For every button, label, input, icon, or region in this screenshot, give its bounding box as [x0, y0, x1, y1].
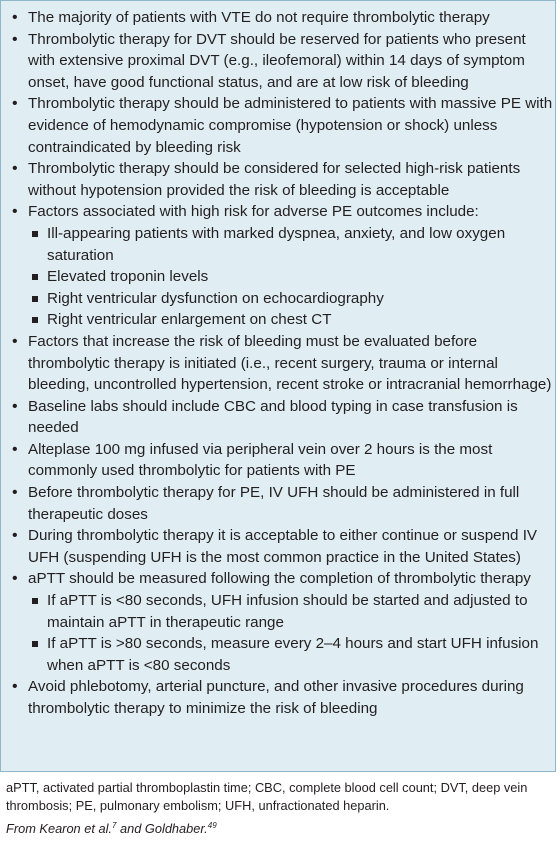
source-prefix: From Kearon et al. [6, 821, 112, 836]
list-item-text: Baseline labs should include CBC and blood typing in case transfusion is needed [28, 397, 518, 437]
list-item [9, 201, 555, 331]
sub-list-item: Ill-appearing patients with marked dyspnea, anxiety, and low oxygen saturation [28, 223, 555, 266]
source-middle: and Goldhaber. [116, 821, 208, 836]
list-item-text: Alteplase 100 mg infused via peripheral vein over 2 hours is the most commonly used thrombolytic for patients with PE [28, 440, 493, 480]
list-item [9, 568, 555, 676]
list-item-text: The majority of patients with VTE do not require thrombolytic therapy [28, 9, 490, 26]
recommendations-list [9, 7, 555, 720]
list-item [9, 93, 555, 158]
sub-list-item: If aPTT is <80 seconds, UFH infusion should be started and adjusted to maintain aPTT in therapeutic range [28, 590, 555, 633]
sub-list-item: If aPTT is >80 seconds, measure every 2–4 hours and start UFH infusion when aPTT is <80 seconds [28, 633, 555, 676]
list-item [9, 482, 555, 525]
list-item [9, 676, 555, 719]
list-item-text: Avoid phlebotomy, arterial puncture, and other invasive procedures during thrombolytic therapy to minimize the risk of bleeding [28, 678, 524, 717]
abbreviations-footnote: aPTT, activated partial thromboplastin time; CBC, complete blood cell count; DVT, deep vein thrombosis; PE, pulmonary embolism; UFH, unfractionated heparin. [6, 780, 528, 813]
list-item [9, 439, 555, 482]
list-item-text: During thrombolytic therapy it is acceptable to either continue or suspend IV UFH (suspending UFH is the most common practice in the United States) [28, 527, 538, 566]
reference-number: 7 [111, 821, 117, 830]
list-item-text: Thrombolytic therapy for DVT should be reserved for patients who present with extensive proximal DVT (e.g., ileofemoral) within 14 days of symptom onset, have good functional status, and are at low risk of bleeding [28, 30, 526, 91]
sub-list-item: Right ventricular enlargement on chest CT [28, 309, 555, 331]
list-item [9, 396, 555, 439]
sub-list-item: Right ventricular dysfunction on echocardiography [28, 288, 555, 310]
list-item-text: Thrombolytic therapy should be administered to patients with massive PE with evidence of hemodynamic compromise (hypotension or shock) unless contraindicated by bleeding risk [28, 95, 553, 156]
sub-list-item: Elevated troponin levels [28, 266, 555, 288]
list-item-text: Factors that increase the risk of bleeding must be evaluated before thrombolytic therapy is initiated (i.e., recent surgery, trauma or internal bleeding, uncontrolled hypertension, recent stroke or intracranial hemorrhage) [28, 332, 552, 394]
list-item [9, 331, 555, 396]
list-item-text: Before thrombolytic therapy for PE, IV UFH should be administered in full therapeutic doses [28, 484, 520, 523]
list-item-text: Thrombolytic therapy should be considered for selected high-risk patients without hypotension provided the risk of bleeding is acceptable [28, 160, 521, 199]
sub-list [28, 590, 555, 676]
list-item [9, 525, 555, 568]
reference-number: 49 [207, 821, 217, 830]
sub-list [28, 223, 555, 331]
source-citation [6, 820, 556, 838]
list-item [9, 158, 555, 201]
list-item [9, 29, 555, 94]
list-item-text: Factors associated with high risk for adverse PE outcomes include: [28, 203, 479, 221]
list-item-text: aPTT should be measured following the completion of thrombolytic therapy [28, 570, 531, 588]
list-item [9, 7, 555, 29]
